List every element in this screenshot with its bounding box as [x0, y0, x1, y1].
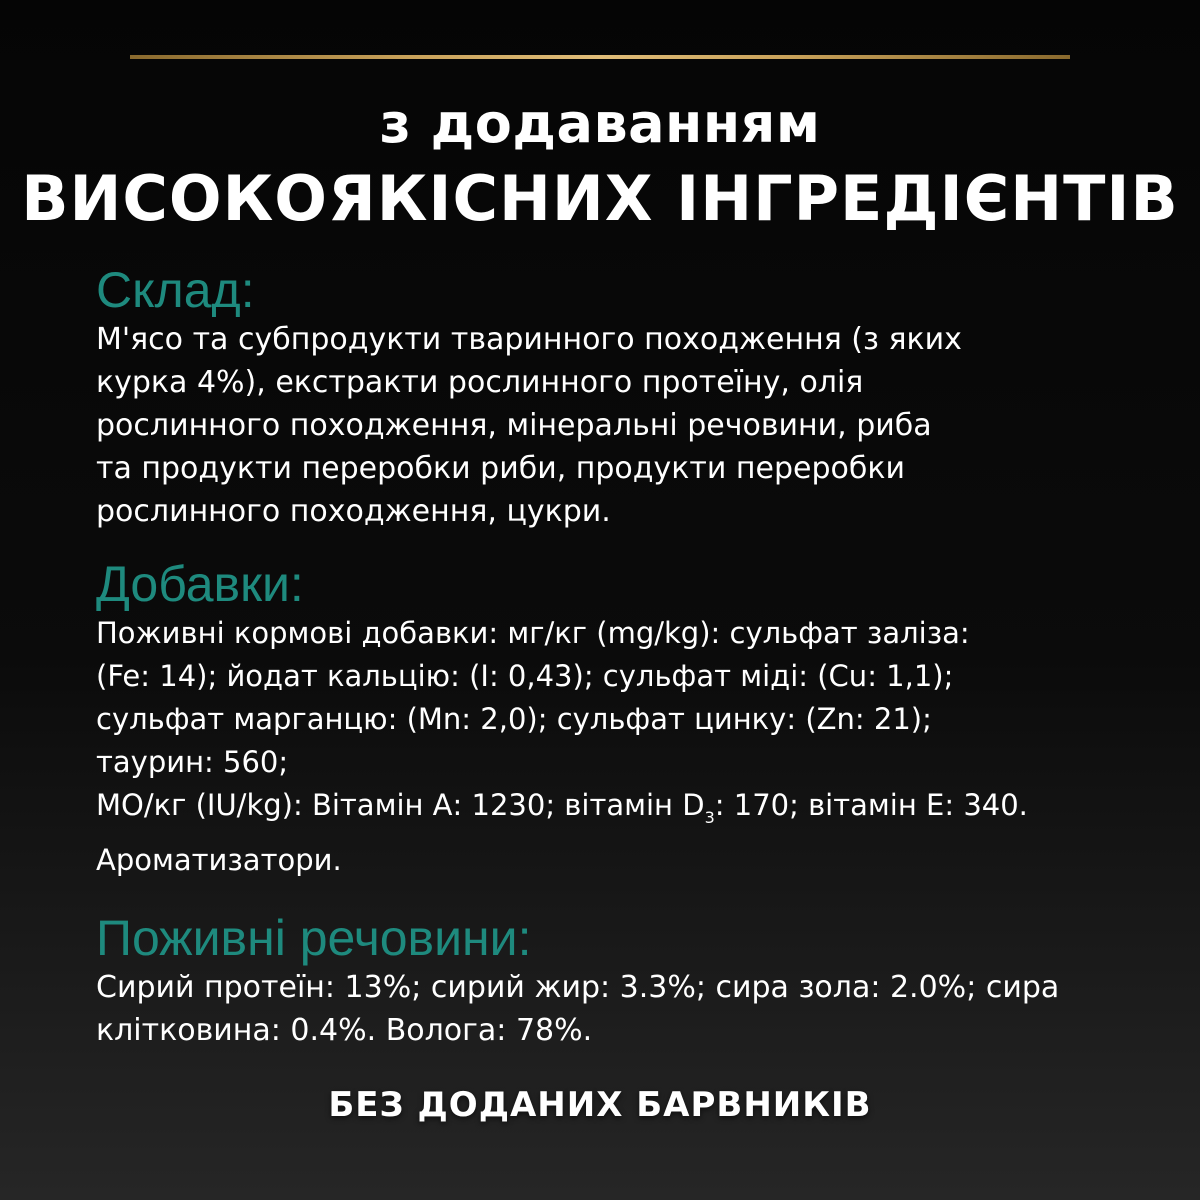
- headline-title: ВИСОКОЯКІСНИХ ІНГРЕДІЄНТІВ: [21, 162, 1179, 235]
- composition-section: [96, 262, 1156, 533]
- nutrients-line: клітковина: 0.4%. Волога: 78%.: [96, 1013, 593, 1048]
- additives-heading: Добавки:: [96, 556, 304, 612]
- vitamins-line: [96, 784, 1156, 839]
- vitamin-d-subscript: 3: [704, 808, 715, 827]
- composition-heading: Склад:: [96, 262, 255, 318]
- composition-line: та продукти переробки риби, продукти переробки: [96, 451, 905, 486]
- nutrients-line: Сирий протеїн: 13%; сирий жир: 3.3%; сира зола: 2.0%; сира: [96, 970, 1060, 1005]
- vitamins-text-end: : 170; вітамін Е: 340.: [714, 788, 1028, 822]
- additives-section: [96, 556, 1156, 882]
- additives-line: (Fe: 14); йодат кальцію: (I: 0,43); сульфат міді: (Cu: 1,1);: [96, 659, 954, 693]
- additives-line: сульфат марганцю: (Mn: 2,0); сульфат цинку: (Zn: 21);: [96, 702, 932, 736]
- no-colorants-claim: БЕЗ ДОДАНИХ БАРВНИКІВ: [328, 1085, 872, 1125]
- composition-line: курка 4%), екстракти рослинного протеїну, олія: [96, 365, 864, 400]
- nutrients-section: [96, 910, 1156, 1052]
- nutrients-heading: Поживні речовини:: [96, 910, 532, 966]
- additives-line: Поживні кормові добавки: мг/кг (mg/kg): сульфат заліза:: [96, 616, 970, 650]
- vitamins-text-start: МО/кг (IU/kg): Вітамін А: 1230; вітамін D: [96, 788, 705, 822]
- nutrients-text: [96, 966, 1156, 1052]
- composition-line: М'ясо та субпродукти тваринного походження (з яких: [96, 322, 962, 357]
- additives-text: [96, 612, 1156, 882]
- composition-text: [96, 318, 1156, 533]
- composition-line: рослинного походження, мінеральні речовини, риба: [96, 408, 932, 443]
- headline-subtitle: з додаванням: [379, 92, 821, 155]
- gold-divider-line: [130, 55, 1070, 59]
- additives-line: таурин: 560;: [96, 745, 289, 779]
- composition-line: рослинного походження, цукри.: [96, 494, 611, 529]
- additives-line: Ароматизатори.: [96, 843, 342, 877]
